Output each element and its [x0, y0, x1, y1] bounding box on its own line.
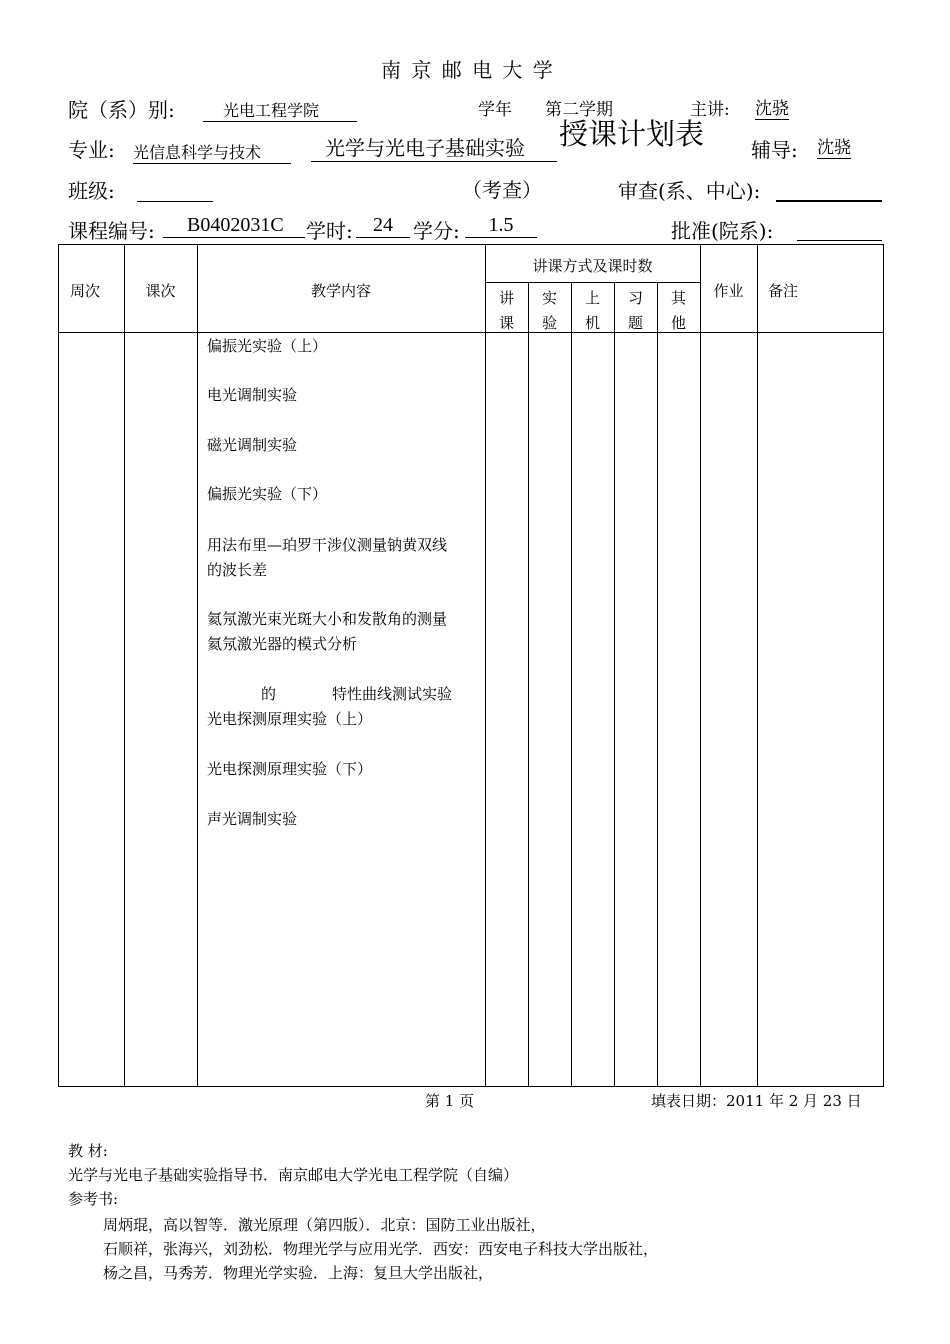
dept-value: 光电工程学院 — [203, 98, 357, 122]
plan-title: 授课计划表 — [559, 117, 705, 151]
course-name: 光学与光电子基础实验 — [311, 132, 557, 162]
page-number: 第 1 页 — [425, 1092, 475, 1110]
header-other: 其 他 — [670, 289, 686, 332]
content-item: 偏振光实验（下） — [207, 485, 328, 503]
class-underline — [137, 201, 213, 202]
major-label: 专业: — [68, 138, 115, 162]
header-content: 教学内容 — [310, 282, 371, 300]
header-session: 课次 — [145, 282, 176, 300]
credit-label: 学分: — [413, 219, 460, 243]
review-underline — [776, 200, 882, 202]
header-lecture: 讲 课 — [498, 289, 514, 332]
class-label: 班级: — [68, 179, 115, 203]
hours-value: 24 — [356, 214, 410, 238]
content-item: 的波长差 — [207, 561, 268, 579]
approve-label: 批准(院系): — [671, 219, 774, 243]
university-title: 南 京 邮 电 大 学 — [381, 58, 555, 82]
approve-underline — [797, 240, 882, 241]
lecturer-name: 沈骁 — [755, 94, 789, 120]
course-code: B0402031C — [163, 214, 305, 238]
content-item: 电光调制实验 — [207, 386, 298, 404]
hours-label: 学时: — [306, 219, 353, 243]
fill-date: 填表日期：2011 年 2 月 23 日 — [651, 1092, 862, 1110]
header-computer: 上 机 — [584, 289, 600, 332]
content-item: 特性曲线测试实验 — [332, 685, 453, 703]
textbook-label: 教 材: — [68, 1142, 108, 1160]
content-item: 的 — [261, 685, 277, 703]
reference-item: 周炳琨，高以智等．激光原理（第四版）．北京：国防工业出版社， — [103, 1216, 546, 1234]
year-label: 学年 — [478, 100, 512, 120]
dept-label: 院（系）别: — [68, 98, 175, 122]
assessment-type: （考查） — [462, 178, 542, 202]
content-item: 声光调制实验 — [207, 810, 298, 828]
reference-item: 石顺祥，张海兴，刘劲松．物理光学与应用光学．西安：西安电子科技大学出版社， — [103, 1240, 659, 1258]
header-week: 周次 — [69, 282, 100, 300]
header-homework: 作业 — [713, 282, 744, 300]
header-experiment: 实 验 — [541, 289, 557, 332]
major-value: 光信息科学与技术 — [133, 140, 291, 164]
credit-value: 1.5 — [465, 214, 537, 238]
content-item: 氦氖激光器的模式分析 — [207, 635, 358, 653]
reference-item: 杨之昌，马秀芳．物理光学实验．上海：复旦大学出版社， — [103, 1264, 494, 1282]
header-exercise: 习 题 — [627, 289, 643, 332]
lecturer-label: 主讲: — [690, 100, 730, 120]
header-method-group: 讲课方式及课时数 — [532, 257, 653, 275]
header-notes: 备注 — [767, 282, 798, 300]
tutor-name: 沈骁 — [817, 133, 851, 159]
refs-label: 参考书: — [68, 1190, 119, 1208]
review-label: 审查(系、中心): — [618, 179, 761, 203]
content-item: 用法布里—珀罗干涉仪测量钠黄双线 — [207, 536, 448, 554]
content-item: 偏振光实验（上） — [207, 337, 328, 355]
content-item: 光电探测原理实验（下） — [207, 760, 373, 778]
content-item: 光电探测原理实验（上） — [207, 710, 373, 728]
content-item: 氦氖激光束光斑大小和发散角的测量 — [207, 610, 448, 628]
content-item: 磁光调制实验 — [207, 436, 298, 454]
textbook: 光学与光电子基础实验指导书．南京邮电大学光电工程学院（自编） — [68, 1166, 519, 1184]
tutor-label: 辅导: — [751, 138, 798, 162]
code-label: 课程编号: — [68, 219, 155, 243]
term-label: 第二学期 — [545, 100, 613, 120]
